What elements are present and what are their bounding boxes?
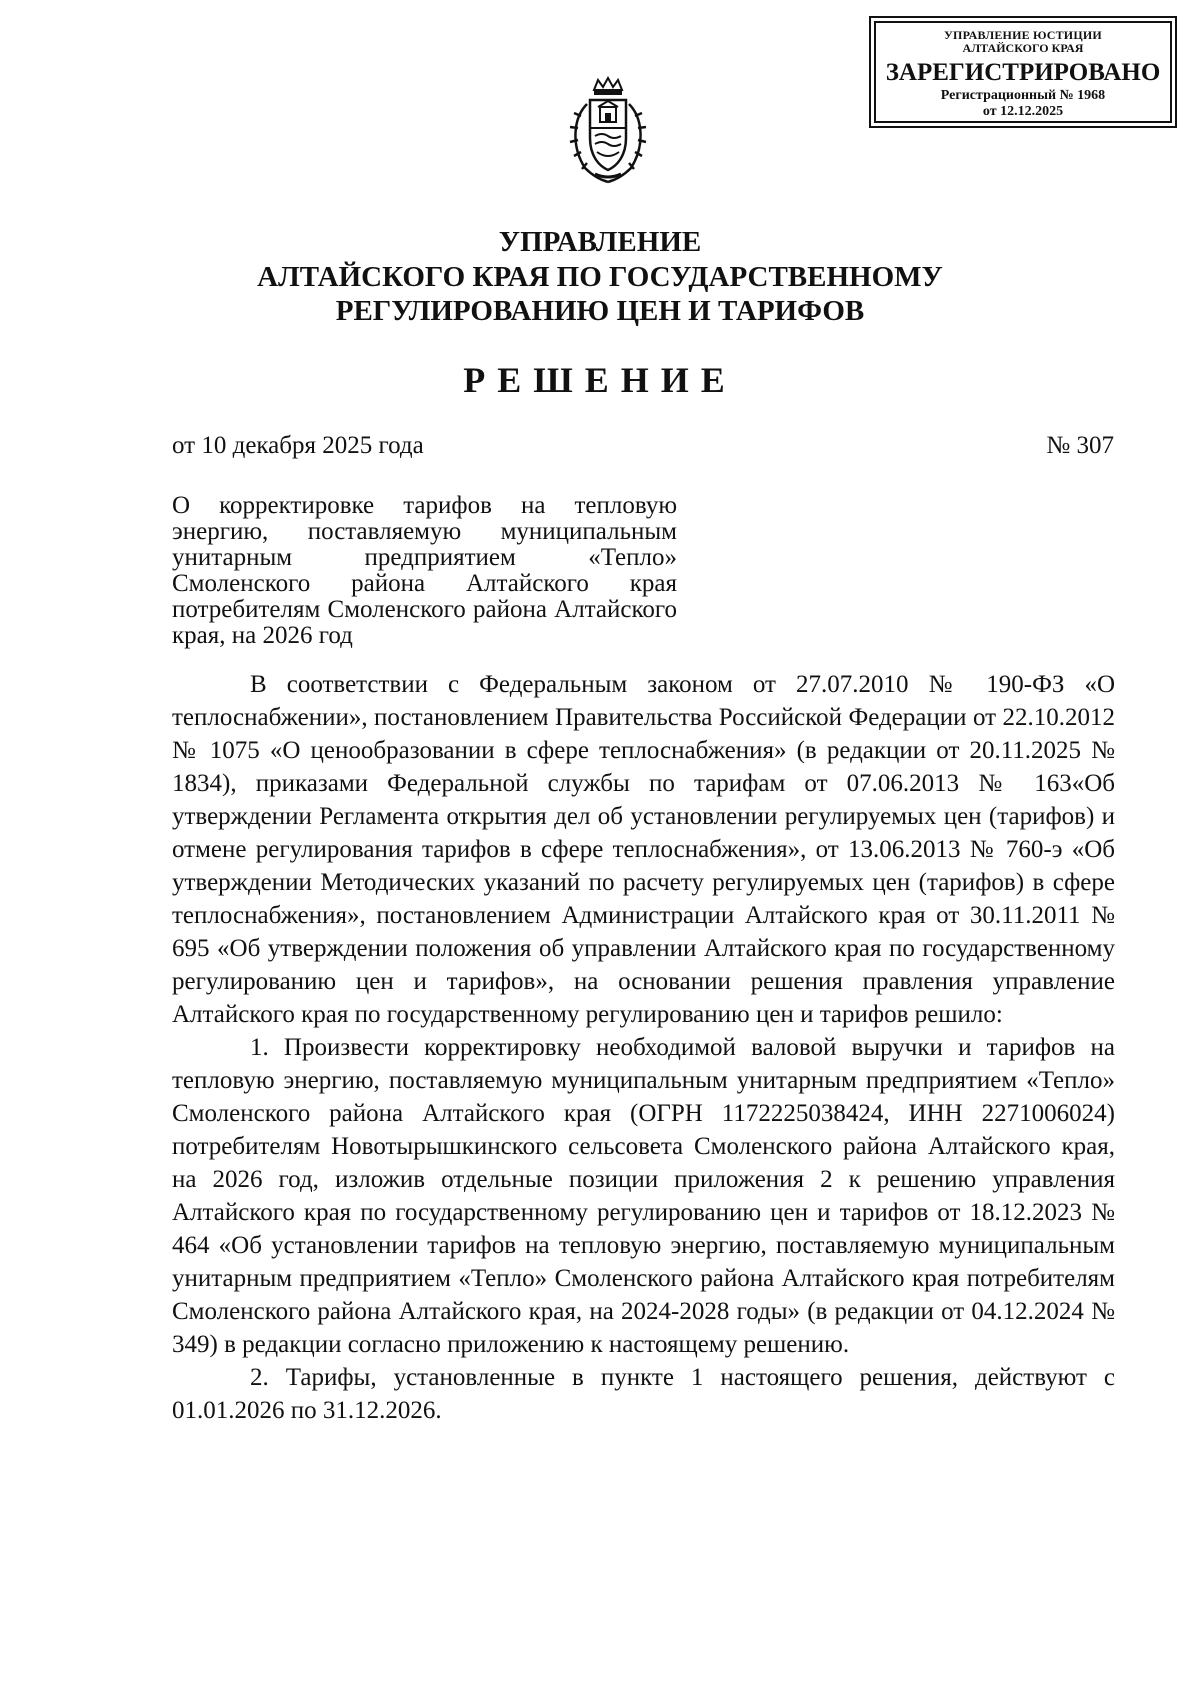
stamp-authority-line2: АЛТАЙСКОГО КРАЯ <box>962 41 1084 55</box>
document-body <box>172 668 1115 1427</box>
stamp-reg-number: Регистрационный № 1968 <box>940 88 1106 103</box>
registration-stamp-inner <box>874 21 1172 123</box>
body-paragraph-preamble: В соответствии с Федеральным законом от 27.07.2010 № 190-ФЗ «О теплоснабжении», постановлением Правительства Российской Федерации от 22.10.2012 № 1075 «О ценообразовании в сфере теплоснабжения» (в редакции от 20.11.2025 № 1834), приказами Федеральной службы по тарифам от 07.06.2013 № 163«Об утверждении Регламента открытия дел об установлении регулируемых цен (тарифов) и отмене регулирования тарифов в сфере теплоснабжения», от 13.06.2013 № 760-э «Об утверждении Методических указаний по расчету регулируемых цен (тарифов) в сфере теплоснабжения», постановлением Администрации Алтайского края от 30.11.2011 № 695 «Об утверждении положения об управлении Алтайского края по государственному регулированию цен и тарифов», на основании решения правления управление Алтайского края по государственному регулированию цен и тарифов решило: <box>172 671 1115 1028</box>
body-paragraph-item-2: 2. Тарифы, установленные в пункте 1 настоящего решения, действуют с 01.01.2026 по 31.12.2026. <box>172 1364 1115 1424</box>
org-title-line2: АЛТАЙСКОГО КРАЯ ПО ГОСУДАРСТВЕННОМУ <box>257 261 943 293</box>
document-date: от 10 декабря 2025 года <box>172 432 424 459</box>
registration-stamp <box>869 16 1177 128</box>
org-title-line3: РЕГУЛИРОВАНИЮ ЦЕН И ТАРИФОВ <box>335 295 865 327</box>
stamp-status: ЗАРЕГИСТРИРОВАНО <box>885 59 1161 86</box>
document-number: № 307 <box>1046 432 1114 459</box>
coat-of-arms-icon <box>567 76 649 186</box>
body-paragraph-item-1: 1. Произвести корректировку необходимой валовой выручки и тарифов на тепловую энергию, поставляемую муниципальным унитарным предприятием «Тепло» Смоленского района Алтайского края (ОГРН 1172225038424, ИНН 2271006024) потребителям Новотырышкинского сельсовета Смоленского района Алтайского края, на 2026 год, изложив отдельные позиции приложения 2 к решению управления Алтайского края по государственному регулированию цен и тарифов от 18.12.2023 № 464 «Об установлении тарифов на тепловую энергию, поставляемую муниципальным унитарным предприятием «Тепло» Смоленского района Алтайского края потребителям Смоленского района Алтайского края, на 2024-2028 годы» (в редакции от 04.12.2024 № 349) в редакции согласно приложению к настоящему решению. <box>172 1034 1115 1358</box>
document-subject: О корректировке тарифов на тепловую энергию, поставляемую муниципальным унитарным предприятием «Тепло» Смоленского района Алтайского края потребителям Смоленского района Алтайского края, на 2026 год <box>172 492 677 649</box>
org-title-line1: УПРАВЛЕНИЕ <box>498 226 702 258</box>
stamp-authority-line1: УПРАВЛЕНИЕ ЮСТИЦИИ <box>944 28 1102 42</box>
document-type-title: РЕШЕНИЕ <box>463 360 737 400</box>
stamp-reg-date: от 12.12.2025 <box>982 104 1064 119</box>
